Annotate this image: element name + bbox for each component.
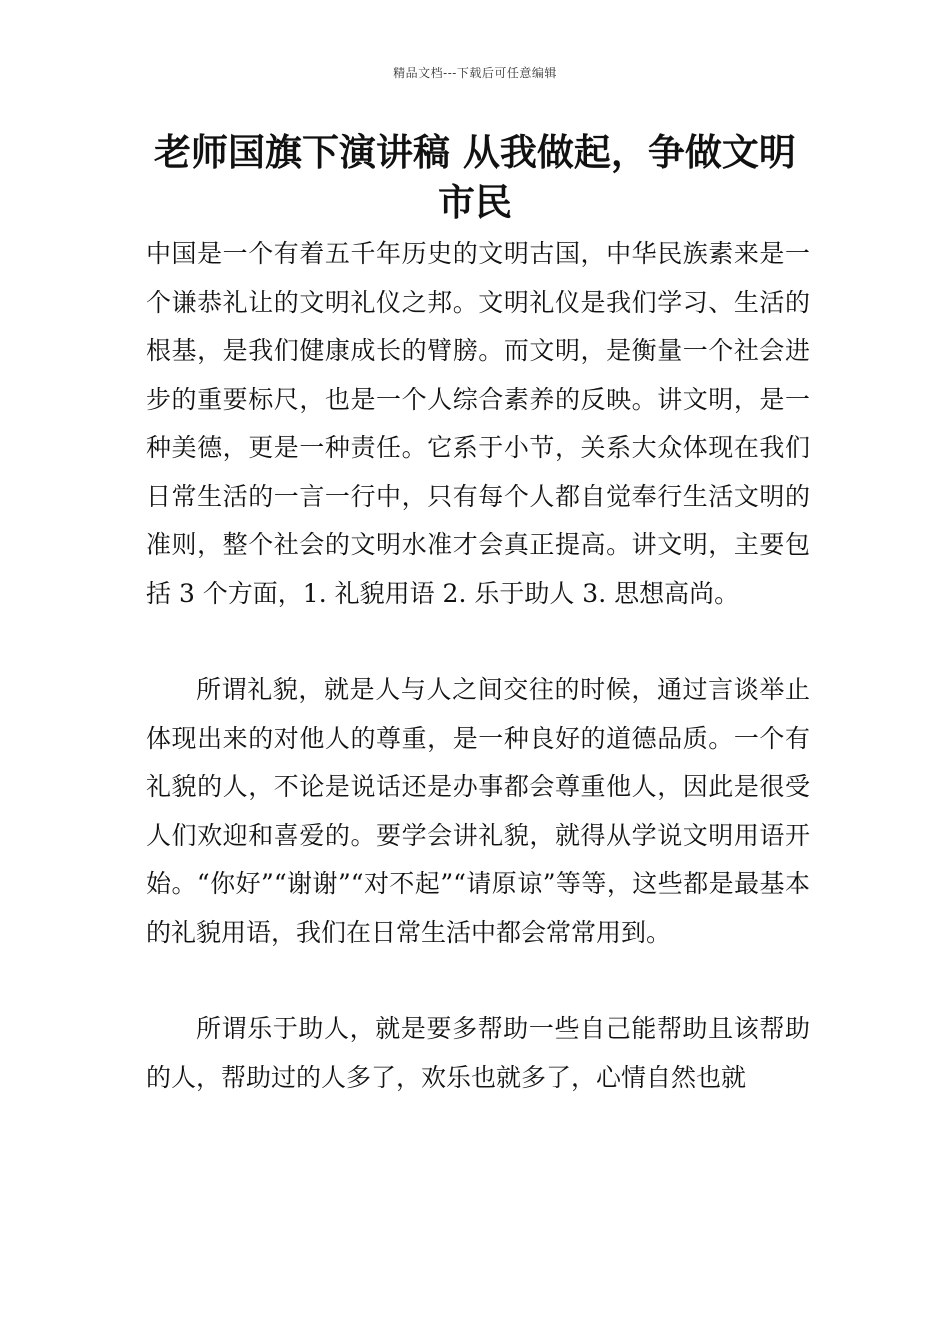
paragraph-politeness: 所谓礼貌，就是人与人之间交往的时候，通过言谈举止体现出来的对他人的尊重，是一种良好的道德品质。一个有礼貌的人，不论是说话还是办事都会尊重他人，因此是很受人们欢迎和喜爱的。要学会讲礼貌，就得从学说文明用语开始。“你好”“谢谢”“对不起”“请原谅”等等，这些都是最基本的礼貌用语，我们在日常生活中都会常常用到。 [146,675,810,947]
paragraph-spacer [146,618,810,666]
document-title: 老师国旗下演讲稿 从我做起，争做文明市民 [154,131,796,224]
paragraph-intro: 中国是一个有着五千年历史的文明古国，中华民族素来是一个谦恭礼让的文明礼仪之邦。文明礼仪是我们学习、生活的根基，是我们健康成长的臂膀。而文明，是衡量一个社会进步的重要标尺，也是一个人综合素养的反映。讲文明，是一种美德，更是一种责任。它系于小节，关系大众体现在我们日常生活的一言一行中，只有每个人都自觉奉行生活文明的准则，整个社会的文明水准才会真正提高。讲文明，主要包括 3 个方面，1. 礼貌用语 2. 乐于助人 3. 思想高尚。 [146,239,810,608]
document-body [146,230,810,1102]
header-note: 精品文档---下载后可任意编辑 [393,66,557,80]
paragraph-helping-others: 所谓乐于助人，就是要多帮助一些自己能帮助且该帮助的人，帮助过的人多了，欢乐也就多了，心情自然也就 [146,1014,810,1092]
paragraph-spacer [146,957,810,1005]
